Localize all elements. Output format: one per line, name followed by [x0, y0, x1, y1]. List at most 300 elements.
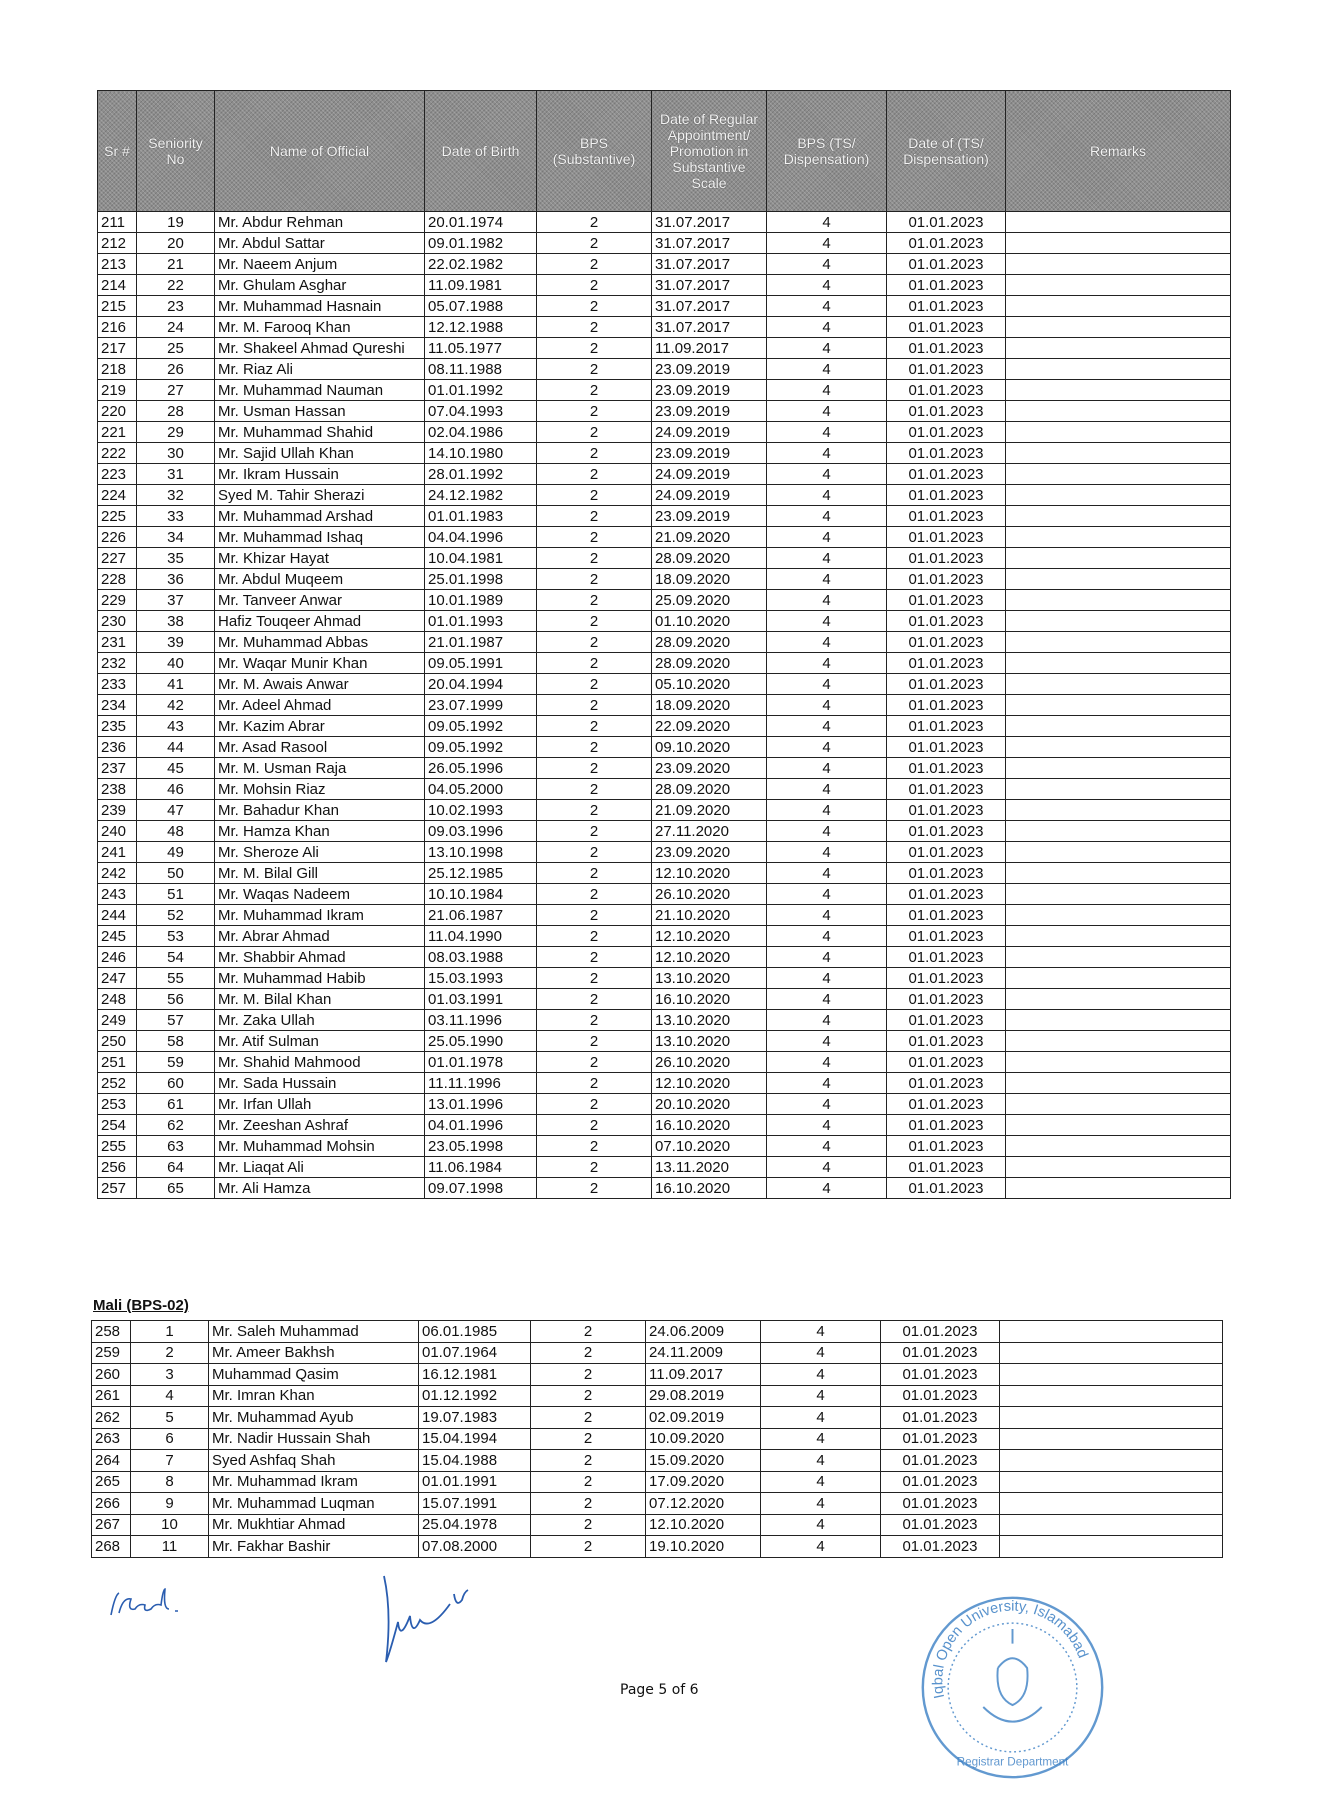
bps-substantive: 2 — [537, 695, 652, 716]
remarks — [1000, 1493, 1223, 1515]
bps-substantive: 2 — [537, 464, 652, 485]
sr-no: 239 — [98, 800, 137, 821]
sr-no: 227 — [98, 548, 137, 569]
appointment-date: 25.09.2020 — [652, 590, 767, 611]
ts-date: 01.01.2023 — [887, 548, 1006, 569]
table-row — [98, 611, 1231, 632]
sr-no: 211 — [98, 212, 137, 233]
seniority-no: 8 — [131, 1471, 209, 1493]
bps-substantive: 2 — [537, 737, 652, 758]
remarks — [1000, 1385, 1223, 1407]
seniority-no: 60 — [137, 1073, 215, 1094]
seniority-no: 52 — [137, 905, 215, 926]
seniority-no: 42 — [137, 695, 215, 716]
bps-substantive: 2 — [531, 1364, 646, 1386]
bps-ts: 4 — [767, 443, 887, 464]
official-name: Mr. Liaqat Ali — [215, 1157, 425, 1178]
ts-date: 01.01.2023 — [887, 1136, 1006, 1157]
table-row — [98, 359, 1231, 380]
table-row — [98, 779, 1231, 800]
sr-no: 221 — [98, 422, 137, 443]
sr-no: 213 — [98, 254, 137, 275]
official-name: Mr. Tanveer Anwar — [215, 590, 425, 611]
date-of-birth: 12.12.1988 — [425, 317, 537, 338]
col-seniority: Seniority No — [137, 91, 215, 212]
date-of-birth: 01.07.1964 — [419, 1342, 531, 1364]
seniority-no: 31 — [137, 464, 215, 485]
ts-date: 01.01.2023 — [887, 842, 1006, 863]
official-name: Mr. Nadir Hussain Shah — [209, 1428, 419, 1450]
bps-substantive: 2 — [537, 1115, 652, 1136]
seniority-no: 43 — [137, 716, 215, 737]
ts-date: 01.01.2023 — [881, 1321, 1000, 1343]
svg-text:Registrar Department: Registrar Department — [956, 1755, 1069, 1769]
remarks — [1006, 338, 1231, 359]
date-of-birth: 01.01.1991 — [419, 1471, 531, 1493]
sr-no: 235 — [98, 716, 137, 737]
seniority-no: 20 — [137, 233, 215, 254]
appointment-date: 02.09.2019 — [646, 1407, 761, 1429]
ts-date: 01.01.2023 — [887, 674, 1006, 695]
bps-substantive: 2 — [537, 842, 652, 863]
ts-date: 01.01.2023 — [881, 1385, 1000, 1407]
date-of-birth: 11.06.1984 — [425, 1157, 537, 1178]
table-row — [98, 548, 1231, 569]
official-name: Mr. Saleh Muhammad — [209, 1321, 419, 1343]
date-of-birth: 28.01.1992 — [425, 464, 537, 485]
sr-no: 264 — [92, 1450, 131, 1472]
seniority-no: 65 — [137, 1178, 215, 1199]
bps-substantive: 2 — [537, 716, 652, 737]
seniority-no: 5 — [131, 1407, 209, 1429]
bps-ts: 4 — [761, 1407, 881, 1429]
bps-ts: 4 — [767, 779, 887, 800]
table-row — [92, 1471, 1223, 1493]
bps-substantive: 2 — [537, 884, 652, 905]
table-header — [98, 91, 1231, 212]
ts-date: 01.01.2023 — [887, 233, 1006, 254]
seniority-no: 9 — [131, 1493, 209, 1515]
table-row — [98, 884, 1231, 905]
bps-ts: 4 — [761, 1471, 881, 1493]
sr-no: 253 — [98, 1094, 137, 1115]
ts-date: 01.01.2023 — [887, 905, 1006, 926]
official-name: Hafiz Touqeer Ahmad — [215, 611, 425, 632]
remarks — [1000, 1364, 1223, 1386]
bps-substantive: 2 — [531, 1514, 646, 1536]
appointment-date: 13.10.2020 — [652, 1010, 767, 1031]
table-row — [98, 674, 1231, 695]
ts-date: 01.01.2023 — [881, 1493, 1000, 1515]
bps-substantive: 2 — [537, 1178, 652, 1199]
bps-substantive: 2 — [537, 275, 652, 296]
bps-substantive: 2 — [537, 653, 652, 674]
bps-substantive: 2 — [537, 758, 652, 779]
appointment-date: 23.09.2019 — [652, 401, 767, 422]
official-name: Mr. Mohsin Riaz — [215, 779, 425, 800]
table-row — [98, 464, 1231, 485]
svg-text:Iqbal Open University, Islamab: Iqbal Open University, Islamabad — [930, 1598, 1091, 1700]
bps-ts: 4 — [767, 821, 887, 842]
remarks — [1006, 863, 1231, 884]
bps-ts: 4 — [767, 1010, 887, 1031]
sr-no: 257 — [98, 1178, 137, 1199]
date-of-birth: 09.05.1991 — [425, 653, 537, 674]
remarks — [1006, 317, 1231, 338]
bps-ts: 4 — [761, 1493, 881, 1515]
bps-ts: 4 — [767, 338, 887, 359]
bps-ts: 4 — [767, 737, 887, 758]
table-row — [98, 254, 1231, 275]
remarks — [1006, 926, 1231, 947]
ts-date: 01.01.2023 — [887, 800, 1006, 821]
bps-substantive: 2 — [531, 1493, 646, 1515]
table-row — [98, 653, 1231, 674]
remarks — [1006, 443, 1231, 464]
remarks — [1006, 1136, 1231, 1157]
sr-no: 252 — [98, 1073, 137, 1094]
bps-ts: 4 — [767, 569, 887, 590]
date-of-birth: 11.09.1981 — [425, 275, 537, 296]
appointment-date: 23.09.2020 — [652, 758, 767, 779]
remarks — [1006, 653, 1231, 674]
remarks — [1006, 884, 1231, 905]
table-row — [92, 1493, 1223, 1515]
remarks — [1006, 401, 1231, 422]
bps-substantive: 2 — [537, 1031, 652, 1052]
appointment-date: 13.10.2020 — [652, 968, 767, 989]
ts-date: 01.01.2023 — [887, 632, 1006, 653]
remarks — [1006, 275, 1231, 296]
bps-ts: 4 — [761, 1428, 881, 1450]
remarks — [1006, 800, 1231, 821]
date-of-birth: 10.01.1989 — [425, 590, 537, 611]
date-of-birth: 08.03.1988 — [425, 947, 537, 968]
table-row — [98, 233, 1231, 254]
appointment-date: 12.10.2020 — [652, 1073, 767, 1094]
table-row — [98, 1073, 1231, 1094]
sr-no: 255 — [98, 1136, 137, 1157]
page-number: Page 5 of 6 — [620, 1682, 699, 1698]
bps-substantive: 2 — [537, 968, 652, 989]
official-name: Mr. Shahid Mahmood — [215, 1052, 425, 1073]
official-name: Mr. Ali Hamza — [215, 1178, 425, 1199]
bps-substantive: 2 — [537, 1073, 652, 1094]
sr-no: 231 — [98, 632, 137, 653]
bps-ts: 4 — [767, 968, 887, 989]
ts-date: 01.01.2023 — [887, 716, 1006, 737]
official-name: Mr. Shabbir Ahmad — [215, 947, 425, 968]
appointment-date: 07.10.2020 — [652, 1136, 767, 1157]
official-name: Mr. Muhammad Luqman — [209, 1493, 419, 1515]
date-of-birth: 21.01.1987 — [425, 632, 537, 653]
ts-date: 01.01.2023 — [887, 611, 1006, 632]
remarks — [1006, 212, 1231, 233]
appointment-date: 31.07.2017 — [652, 296, 767, 317]
ts-date: 01.01.2023 — [887, 821, 1006, 842]
official-name: Mr. Atif Sulman — [215, 1031, 425, 1052]
date-of-birth: 04.05.2000 — [425, 779, 537, 800]
seniority-no: 59 — [137, 1052, 215, 1073]
bps-ts: 4 — [767, 296, 887, 317]
date-of-birth: 13.01.1996 — [425, 1094, 537, 1115]
ts-date: 01.01.2023 — [887, 1094, 1006, 1115]
bps-ts: 4 — [767, 422, 887, 443]
appointment-date: 23.09.2020 — [652, 842, 767, 863]
sr-no: 223 — [98, 464, 137, 485]
sr-no: 248 — [98, 989, 137, 1010]
bps-substantive: 2 — [531, 1342, 646, 1364]
seniority-no: 11 — [131, 1536, 209, 1558]
initials-signature — [105, 1585, 195, 1625]
appointment-date: 24.06.2009 — [646, 1321, 761, 1343]
date-of-birth: 21.06.1987 — [425, 905, 537, 926]
sr-no: 265 — [92, 1471, 131, 1493]
seniority-no: 36 — [137, 569, 215, 590]
seniority-no: 47 — [137, 800, 215, 821]
remarks — [1006, 674, 1231, 695]
date-of-birth: 10.02.1993 — [425, 800, 537, 821]
table-row — [98, 443, 1231, 464]
date-of-birth: 04.01.1996 — [425, 1115, 537, 1136]
bps-substantive: 2 — [537, 296, 652, 317]
bps-ts: 4 — [767, 317, 887, 338]
seniority-no: 4 — [131, 1385, 209, 1407]
sr-no: 241 — [98, 842, 137, 863]
remarks — [1006, 359, 1231, 380]
bps-substantive: 2 — [537, 1094, 652, 1115]
bps-ts: 4 — [767, 1052, 887, 1073]
sr-no: 240 — [98, 821, 137, 842]
remarks — [1006, 1052, 1231, 1073]
appointment-date: 24.09.2019 — [652, 485, 767, 506]
sr-no: 243 — [98, 884, 137, 905]
table-row — [98, 401, 1231, 422]
ts-date: 01.01.2023 — [887, 926, 1006, 947]
appointment-date: 12.10.2020 — [652, 863, 767, 884]
seniority-no: 54 — [137, 947, 215, 968]
official-name: Mr. Muhammad Ikram — [209, 1471, 419, 1493]
appointment-date: 27.11.2020 — [652, 821, 767, 842]
sr-no: 217 — [98, 338, 137, 359]
bps-ts: 4 — [767, 1157, 887, 1178]
table-row — [98, 380, 1231, 401]
date-of-birth: 04.04.1996 — [425, 527, 537, 548]
seniority-no: 61 — [137, 1094, 215, 1115]
remarks — [1006, 1073, 1231, 1094]
ts-date: 01.01.2023 — [887, 380, 1006, 401]
appointment-date: 29.08.2019 — [646, 1385, 761, 1407]
official-name: Muhammad Qasim — [209, 1364, 419, 1386]
remarks — [1006, 716, 1231, 737]
table-row — [98, 212, 1231, 233]
col-name: Name of Official — [215, 91, 425, 212]
ts-date: 01.01.2023 — [887, 737, 1006, 758]
table-row — [98, 1157, 1231, 1178]
remarks — [1000, 1450, 1223, 1472]
bps-ts: 4 — [767, 1073, 887, 1094]
date-of-birth: 01.01.1978 — [425, 1052, 537, 1073]
official-name: Mr. Abdul Sattar — [215, 233, 425, 254]
sr-no: 237 — [98, 758, 137, 779]
bps-ts: 4 — [767, 1136, 887, 1157]
bps-ts: 4 — [767, 842, 887, 863]
table-row — [92, 1450, 1223, 1472]
remarks — [1006, 569, 1231, 590]
official-name: Syed M. Tahir Sherazi — [215, 485, 425, 506]
table-row — [92, 1364, 1223, 1386]
ts-date: 01.01.2023 — [887, 1115, 1006, 1136]
table-row — [98, 737, 1231, 758]
col-sr: Sr # — [98, 91, 137, 212]
remarks — [1006, 968, 1231, 989]
appointment-date: 05.10.2020 — [652, 674, 767, 695]
date-of-birth: 05.07.1988 — [425, 296, 537, 317]
date-of-birth: 10.10.1984 — [425, 884, 537, 905]
table-row — [98, 422, 1231, 443]
remarks — [1006, 695, 1231, 716]
remarks — [1006, 989, 1231, 1010]
sr-no: 216 — [98, 317, 137, 338]
ts-date: 01.01.2023 — [887, 422, 1006, 443]
bps-substantive: 2 — [537, 1157, 652, 1178]
seniority-no: 48 — [137, 821, 215, 842]
seniority-no: 40 — [137, 653, 215, 674]
table-row — [98, 569, 1231, 590]
seniority-no: 1 — [131, 1321, 209, 1343]
appointment-date: 19.10.2020 — [646, 1536, 761, 1558]
bps-substantive: 2 — [531, 1407, 646, 1429]
sr-no: 254 — [98, 1115, 137, 1136]
remarks — [1006, 758, 1231, 779]
sr-no: 259 — [92, 1342, 131, 1364]
appointment-date: 11.09.2017 — [652, 338, 767, 359]
date-of-birth: 15.04.1988 — [419, 1450, 531, 1472]
sr-no: 218 — [98, 359, 137, 380]
remarks — [1006, 1115, 1231, 1136]
date-of-birth: 02.04.1986 — [425, 422, 537, 443]
date-of-birth: 15.04.1994 — [419, 1428, 531, 1450]
bps-ts: 4 — [767, 653, 887, 674]
official-name: Mr. Bahadur Khan — [215, 800, 425, 821]
sr-no: 250 — [98, 1031, 137, 1052]
official-name: Mr. Zaka Ullah — [215, 1010, 425, 1031]
official-name: Mr. Irfan Ullah — [215, 1094, 425, 1115]
ts-date: 01.01.2023 — [887, 317, 1006, 338]
date-of-birth: 14.10.1980 — [425, 443, 537, 464]
bps-substantive: 2 — [537, 1136, 652, 1157]
seniority-no: 35 — [137, 548, 215, 569]
ts-date: 01.01.2023 — [887, 254, 1006, 275]
ts-date: 01.01.2023 — [887, 443, 1006, 464]
bps-ts: 4 — [761, 1342, 881, 1364]
col-ts-date: Date of (TS/ Dispensation) — [887, 91, 1006, 212]
col-remarks: Remarks — [1006, 91, 1231, 212]
bps-substantive: 2 — [537, 359, 652, 380]
bps-substantive: 2 — [537, 506, 652, 527]
seniority-no: 19 — [137, 212, 215, 233]
official-name: Mr. M. Usman Raja — [215, 758, 425, 779]
sr-no: 224 — [98, 485, 137, 506]
seniority-no: 10 — [131, 1514, 209, 1536]
bps-ts: 4 — [767, 275, 887, 296]
sr-no: 261 — [92, 1385, 131, 1407]
table-row — [92, 1385, 1223, 1407]
remarks — [1006, 947, 1231, 968]
date-of-birth: 03.11.1996 — [425, 1010, 537, 1031]
sr-no: 238 — [98, 779, 137, 800]
seniority-no: 23 — [137, 296, 215, 317]
seniority-no: 3 — [131, 1364, 209, 1386]
official-name: Mr. Waqar Munir Khan — [215, 653, 425, 674]
ts-date: 01.01.2023 — [881, 1536, 1000, 1558]
appointment-date: 16.10.2020 — [652, 989, 767, 1010]
ts-date: 01.01.2023 — [887, 527, 1006, 548]
remarks — [1006, 506, 1231, 527]
bps-ts: 4 — [767, 926, 887, 947]
remarks — [1006, 254, 1231, 275]
ts-date: 01.01.2023 — [887, 359, 1006, 380]
bps-ts: 4 — [767, 884, 887, 905]
date-of-birth: 25.01.1998 — [425, 569, 537, 590]
table-row — [98, 842, 1231, 863]
ts-date: 01.01.2023 — [887, 485, 1006, 506]
bps-ts: 4 — [767, 632, 887, 653]
appointment-date: 24.09.2019 — [652, 422, 767, 443]
date-of-birth: 11.11.1996 — [425, 1073, 537, 1094]
bps-ts: 4 — [761, 1536, 881, 1558]
date-of-birth: 06.01.1985 — [419, 1321, 531, 1343]
bps-ts: 4 — [767, 212, 887, 233]
bps-ts: 4 — [767, 905, 887, 926]
bps-substantive: 2 — [537, 989, 652, 1010]
appointment-date: 23.09.2019 — [652, 359, 767, 380]
mali-table — [91, 1320, 1223, 1558]
appointment-date: 01.10.2020 — [652, 611, 767, 632]
ts-date: 01.01.2023 — [887, 884, 1006, 905]
seniority-no: 7 — [131, 1450, 209, 1472]
appointment-date: 20.10.2020 — [652, 1094, 767, 1115]
date-of-birth: 07.04.1993 — [425, 401, 537, 422]
sr-no: 256 — [98, 1157, 137, 1178]
table-row — [98, 1136, 1231, 1157]
seniority-no: 22 — [137, 275, 215, 296]
official-name: Mr. Muhammad Ayub — [209, 1407, 419, 1429]
appointment-date: 16.10.2020 — [652, 1115, 767, 1136]
table-row — [98, 275, 1231, 296]
appointment-date: 28.09.2020 — [652, 653, 767, 674]
remarks — [1000, 1536, 1223, 1558]
date-of-birth: 20.01.1974 — [425, 212, 537, 233]
appointment-date: 11.09.2017 — [646, 1364, 761, 1386]
bps-ts: 4 — [767, 527, 887, 548]
official-name: Mr. M. Awais Anwar — [215, 674, 425, 695]
remarks — [1006, 905, 1231, 926]
seniority-no: 34 — [137, 527, 215, 548]
sr-no: 236 — [98, 737, 137, 758]
official-name: Mr. Muhammad Hasnain — [215, 296, 425, 317]
official-name: Mr. Waqas Nadeem — [215, 884, 425, 905]
ts-date: 01.01.2023 — [881, 1450, 1000, 1472]
date-of-birth: 07.08.2000 — [419, 1536, 531, 1558]
date-of-birth: 09.03.1996 — [425, 821, 537, 842]
remarks — [1006, 821, 1231, 842]
bps-ts: 4 — [767, 800, 887, 821]
remarks — [1000, 1342, 1223, 1364]
bps-substantive: 2 — [537, 947, 652, 968]
appointment-date: 23.09.2019 — [652, 506, 767, 527]
table-row — [98, 632, 1231, 653]
